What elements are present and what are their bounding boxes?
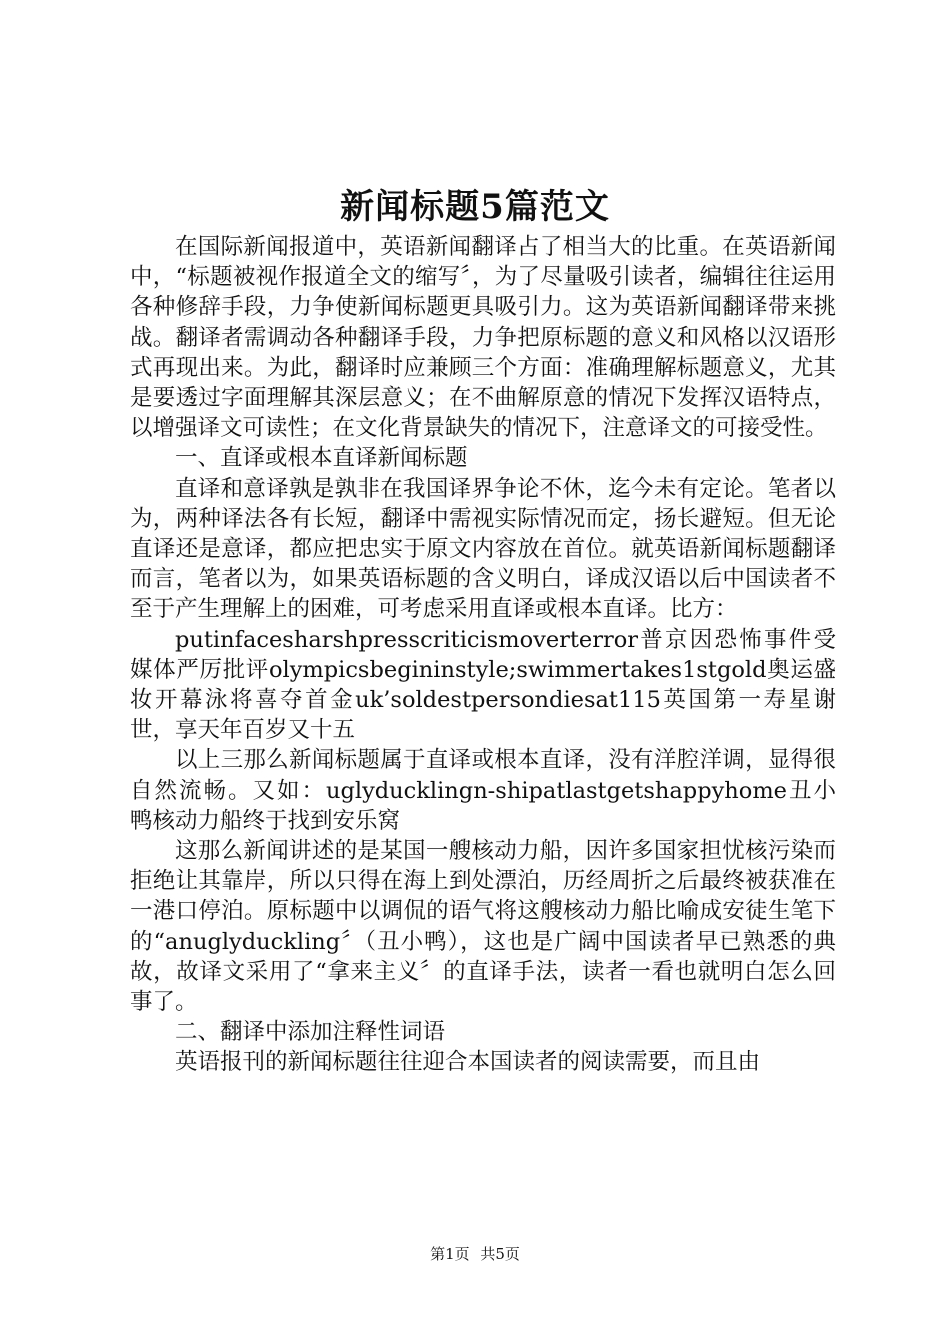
document-title: 新闻标题5篇范文 <box>340 187 610 227</box>
section-heading-2: 二、翻译中添加注释性词语 <box>175 1019 446 1046</box>
paragraph-annotation: 英语报刊的新闻标题往往迎合本国读者的阅读需要，而且由 <box>175 1049 761 1076</box>
section-heading-1: 一、直译或根本直译新闻标题 <box>175 445 468 472</box>
page-footer <box>0 1244 950 1264</box>
document-body <box>130 232 836 1078</box>
paragraph-examples: putinfacesharshpresscriticismoverterror普京因恐怖事件受媒体严厉批评olympicsbegininstyle;swimmertakes1stgold奥运盛妆开幕泳将喜夺首金uk’soldestpersondiesat115英国第一寿星谢世，享天年百岁又十五 <box>130 626 836 744</box>
paragraph-examples-analysis: 以上三那么新闻标题属于直译或根本直译，没有洋腔洋调，显得很自然流畅。又如：uglyducklingn-shipatlastgetshappyhome丑小鸭核动力船终于找到安乐窝 <box>130 747 836 834</box>
paragraph-ugly-duckling: 这那么新闻讲述的是某国一艘核动力船，因许多国家担忧核污染而拒绝让其靠岸，所以只得在海上到处漂泊，历经周折之后最终被获准在一港口停泊。原标题中以调侃的语气将这艘核动力船比喻成安徒生笔下的“anuglyduckling〞（丑小鸭），这也是广阔中国读者早已熟悉的典故，故译文采用了“拿来主义〞的直译手法，读者一看也就明白怎么回事了。 <box>130 838 836 1016</box>
page-number: 第1页 <box>430 1245 470 1263</box>
paragraph-literal-translation: 直译和意译孰是孰非在我国译界争论不休，迄今未有定论。笔者以为，两种译法各有长短，翻译中需视实际情况而定，扬长避短。但无论直译还是意译，都应把忠实于原文内容放在首位。就英语新闻标题翻译而言，笔者以为，如果英语标题的含义明白，译成汉语以后中国读者不至于产生理解上的困难，可考虑采用直译或根本直译。比方： <box>130 475 836 623</box>
page-total: 共5页 <box>480 1245 520 1263</box>
paragraph-intro: 在国际新闻报道中，英语新闻翻译占了相当大的比重。在英语新闻中，“标题被视作报道全文的缩写〞，为了尽量吸引读者，编辑往往运用各种修辞手段，力争使新闻标题更具吸引力。这为英语新闻翻译带来挑战。翻译者需调动各种翻译手段，力争把原标题的意义和风格以汉语形式再现出来。为此，翻译时应兼顾三个方面：准确理解标题意义，尤其是要透过字面理解其深层意义；在不曲解原意的情况下发挥汉语特点，以增强译文可读性；在文化背景缺失的情况下，注意译文的可接受性。 <box>130 234 836 442</box>
